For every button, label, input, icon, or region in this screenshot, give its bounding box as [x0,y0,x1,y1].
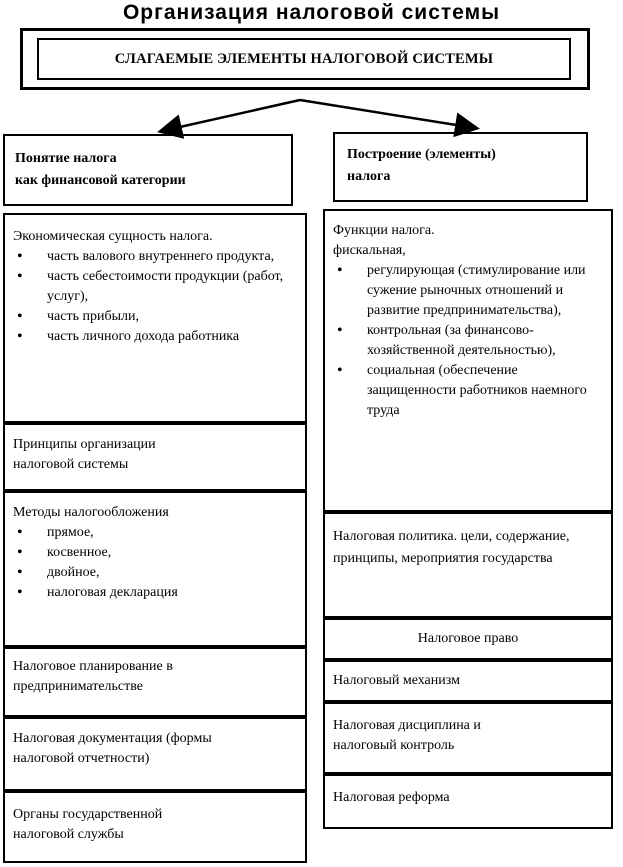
list-item: • социальная (обеспечение защищенности работников наемного труда [333,361,603,421]
right-head-box [333,132,588,202]
list-item: • контрольная (за финансово-хозяйственной деятельностью), [333,321,603,361]
documentation-box [3,717,307,791]
policy-text: Налоговая политика. цели, содержание, принципы, мероприятия государства [333,529,570,566]
methods-title: Методы налогообложения [13,505,169,520]
left-head-line1: Понятие налога [15,151,117,166]
list-item: • часть прибыли, [13,307,297,327]
list-item: • часть валового внутреннего продукта, [13,247,297,267]
functions-list [333,261,603,421]
left-head-line2: как финансовой категории [15,173,186,188]
reform-box [323,774,613,829]
header-box: СЛАГАЕМЫЕ ЭЛЕМЕНТЫ НАЛОГОВОЙ СИСТЕМЫ [37,38,571,80]
methods-list [13,523,297,603]
methods-box [3,491,307,647]
list-item: • часть себестоимости продукции (работ, услуг), [13,267,297,307]
functions-subtitle: фискальная, [333,243,406,258]
arrow-left [162,100,300,131]
organs-box [3,791,307,863]
planning-text: Налоговое планирование в предпринимательстве [13,659,173,694]
list-item: • прямое, [13,523,297,543]
list-item: • двойное, [13,563,297,583]
law-box [323,618,613,660]
arrow-right [300,100,475,128]
list-item: • налоговая декларация [13,583,297,603]
functions-title: Функции налога. [333,223,435,238]
essence-list [13,247,297,347]
discipline-text: Налоговая дисциплина и налоговый контроль [333,718,481,753]
essence-box [3,213,307,423]
list-item: • часть личного дохода работника [13,327,297,347]
essence-title: Экономическая сущность налога. [13,229,213,244]
organs-text: Органы государственной налоговой службы [13,807,163,842]
principles-text: Принципы организации налоговой системы [13,437,156,472]
law-text: Налоговое право [417,631,519,646]
right-head-line1: Построение (элементы) [347,147,496,162]
planning-box [3,647,307,717]
discipline-box [323,702,613,774]
list-item: • регулирующая (стимулирование или сужение рыночных отношений и развитие предпринимательства), [333,261,603,321]
policy-box [323,512,613,618]
left-head-box [3,134,293,206]
functions-box [323,209,613,512]
principles-box [3,423,307,491]
reform-text: Налоговая реформа [333,790,450,805]
documentation-text: Налоговая документация (формы налоговой отчетности) [13,731,212,766]
mechanism-box [323,660,613,702]
mechanism-text: Налоговый механизм [333,673,460,688]
page-title: Организация налоговой системы [122,1,501,24]
list-item: • косвенное, [13,543,297,563]
right-head-line2: налога [347,169,391,184]
